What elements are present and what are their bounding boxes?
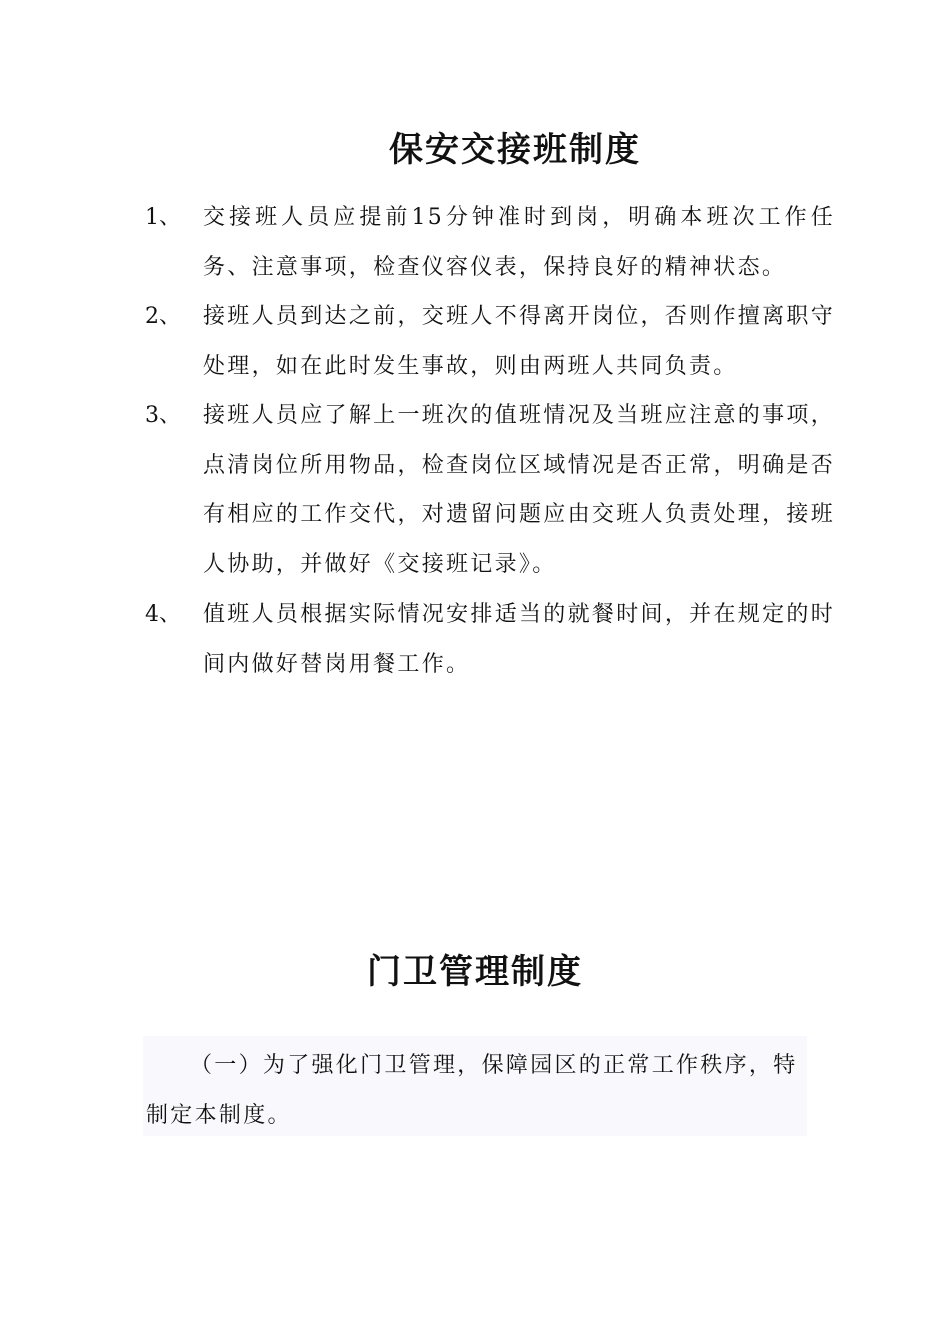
page-title-handover: 保安交接班制度 bbox=[389, 130, 641, 170]
list-item-text: 值班人员根据实际情况安排适当的就餐时间，并在规定的时间内做好替岗用餐工作。 bbox=[203, 602, 835, 677]
list-item-number: 2、 bbox=[145, 304, 181, 329]
gate-paragraph-box bbox=[143, 1036, 807, 1136]
list-item-number: 3、 bbox=[145, 403, 181, 428]
list-item-number: 4、 bbox=[145, 602, 181, 627]
list-item-number: 1、 bbox=[145, 205, 181, 230]
list-item-text: 交接班人员应提前15分钟准时到岗，明确本班次工作任务、注意事项，检查仪容仪表，保持良好的精神状态。 bbox=[203, 205, 835, 280]
gate-paragraph: （一）为了强化门卫管理，保障园区的正常工作秩序，特制定本制度。 bbox=[146, 1053, 798, 1128]
page-title-gate: 门卫管理制度 bbox=[367, 952, 583, 992]
list-item-text: 接班人员到达之前，交班人不得离开岗位，否则作擅离职守处理，如在此时发生事故，则由两班人共同负责。 bbox=[203, 304, 835, 379]
list-item-text: 接班人员应了解上一班次的值班情况及当班应注意的事项，点清岗位所用物品，检查岗位区域情况是否正常，明确是否有相应的工作交代，对遗留问题应由交班人负责处理，接班人协助，并做好《交接班记录》。 bbox=[203, 403, 835, 577]
